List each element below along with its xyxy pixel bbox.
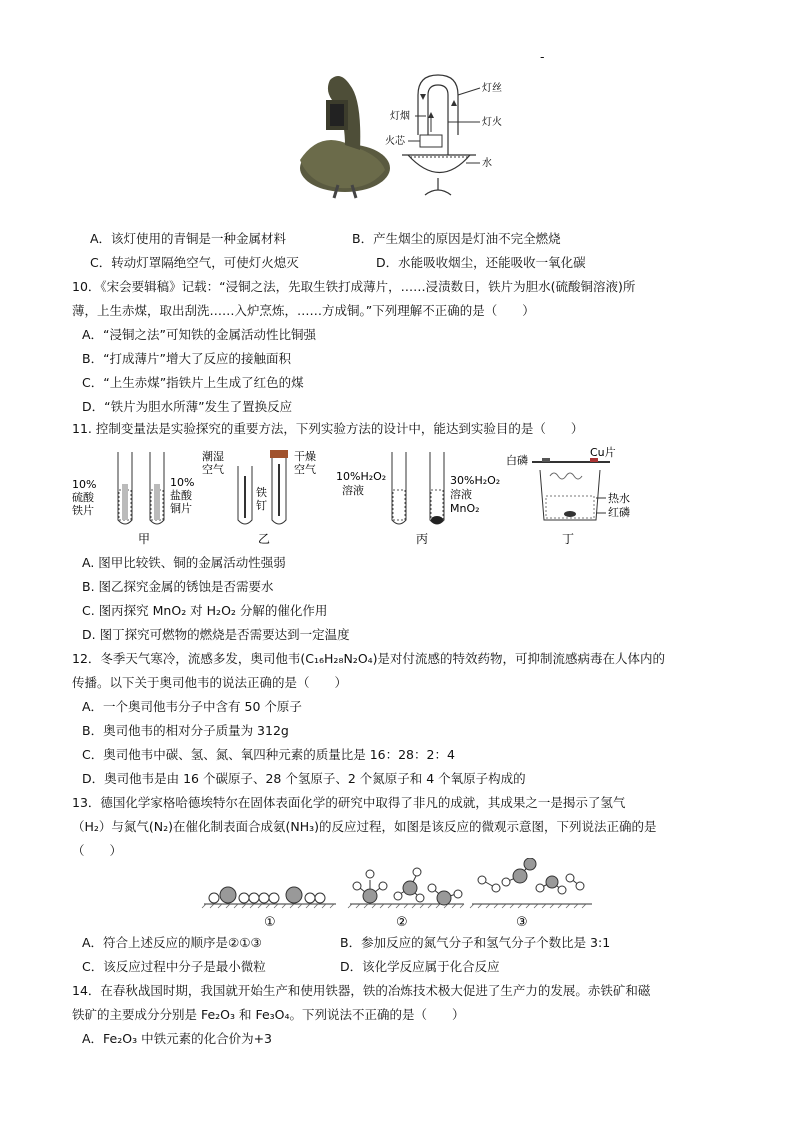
q11-option-a: A. 图甲比较铁、铜的金属活动性强弱 <box>82 555 286 570</box>
q9-option-c: C．转动灯罩隔绝空气，可使灯火熄灭 <box>90 255 299 270</box>
q14-stem-line2: 铁矿的主要成分分别是 Fe₂O₃ 和 Fe₃O₄。下列说法不正确的是（ ） <box>72 1007 465 1022</box>
ding-red: 红磷 <box>608 506 630 519</box>
yi-wet-a: 潮湿 <box>202 450 224 463</box>
q11-option-c: C. 图丙探究 MnO₂ 对 H₂O₂ 分解的催化作用 <box>82 603 328 618</box>
q12-option-c: C．奥司他韦中碳、氢、氮、氧四种元素的质量比是 16：28：2：4 <box>82 747 455 762</box>
q12-stem-line1: 12．冬季天气寒冷，流感多发，奥司他韦(C₁₆H₂₈N₂O₄)是对付流感的特效药物，可抑制流感病毒在人体内的 <box>72 651 666 666</box>
q14-option-a: A．Fe₂O₃ 中铁元素的化合价为+3 <box>82 1031 273 1046</box>
jia-label1c: 铁片 <box>72 504 94 517</box>
q10-option-d: D．“铁片为胆水所薄”发生了置换反应 <box>82 399 293 414</box>
lamp-label-smoke: 灯烟 <box>390 111 410 122</box>
bing-l2c: MnO₂ <box>450 502 480 515</box>
ding-hot: 热水 <box>608 492 630 505</box>
yi-nail-a: 铁 <box>256 486 267 499</box>
q12-option-b: B．奥司他韦的相对分子质量为 312g <box>82 723 289 738</box>
jia-label2a: 10% <box>170 476 195 489</box>
q9-option-a: A．该灯使用的青铜是一种金属材料 <box>90 231 287 246</box>
bing-caption: 丙 <box>416 532 429 546</box>
q10-stem-line1: 10．《宋会要辑稿》记载：“浸铜之法，先取生铁打成薄片，……浸渍数日，铁片为胆水(硫酸铜溶液)所 <box>72 279 636 294</box>
jia-label2b: 盐酸 <box>170 489 192 502</box>
q12-option-a: A．一个奥司他韦分子中含有 50 个原子 <box>82 699 302 714</box>
ding-white: 白磷 <box>506 454 528 467</box>
q13-option-d: D．该化学反应属于化合反应 <box>340 959 500 974</box>
q13-fig-label-1: ① <box>264 915 276 930</box>
q11-figure <box>70 446 690 550</box>
q10-option-b: B．“打成薄片”增大了反应的接触面积 <box>82 351 292 366</box>
q13-fig-label-2: ② <box>396 915 408 930</box>
bing-l2a: 30%H₂O₂ <box>450 474 501 487</box>
q13-figure <box>200 858 600 932</box>
q12-stem-line2: 传播。以下关于奥司他韦的说法正确的是（ ） <box>72 675 348 690</box>
figure-yi <box>202 449 316 546</box>
jia-label1b: 硫酸 <box>72 491 94 504</box>
q14-stem-line1: 14．在春秋战国时期，我国就开始生产和使用铁器，铁的冶炼技术极大促进了生产力的发展。赤铁矿和磁 <box>72 983 651 998</box>
ding-cu: Cu片 <box>590 446 616 459</box>
figure-jia <box>72 452 194 546</box>
yi-dry-b: 空气 <box>294 463 316 476</box>
lamp-label-water: 水 <box>482 158 492 169</box>
q10-option-c: C．“上生赤煤”指铁片上生成了红色的煤 <box>82 375 304 390</box>
q13-stem-line2: （H₂）与氮气(N₂)在催化制表面合成氨(NH₃)的反应过程，如图是该反应的微观示意图，下列说法正确的是 <box>72 819 657 834</box>
q9-option-d: D．水能吸收烟尘，还能吸收一氧化碳 <box>376 255 586 270</box>
q13-fig-label-3: ③ <box>516 915 528 930</box>
lamp-label-fire: 灯火 <box>482 117 502 128</box>
jia-caption: 甲 <box>138 532 151 546</box>
q11-stem: 11. 控制变量法是实验探究的重要方法，下列实验方法的设计中，能达到实验目的是（ ） <box>72 421 584 436</box>
q13-option-b: B．参加反应的氮气分子和氢气分子个数比是 3:1 <box>340 935 611 950</box>
q10-stem-line2: 薄，上生赤煤，取出刮洗……入炉烹炼，……方成铜。”下列理解不正确的是（ ） <box>72 303 535 318</box>
bing-l2b: 溶液 <box>450 488 472 501</box>
yi-dry-a: 干燥 <box>294 450 316 463</box>
top-mark: - <box>540 49 545 64</box>
q13-option-c: C．该反应过程中分子是最小微粒 <box>82 959 266 974</box>
jia-label2c: 铜片 <box>170 502 192 515</box>
q13-stem-line1: 13．德国化学家格哈德埃特尔在固体表面化学的研究中取得了非凡的成就，其成果之一是揭示了氢气 <box>72 795 626 810</box>
q11-option-d: D. 图丁探究可燃物的燃烧是否需要达到一定温度 <box>82 627 350 642</box>
lamp-figure <box>290 60 520 200</box>
yi-caption: 乙 <box>258 532 271 546</box>
q12-option-d: D．奥司他韦是由 16 个碳原子、28 个氢原子、2 个氮原子和 4 个氧原子构成的 <box>82 771 526 786</box>
lamp-label-wickline: 灯丝 <box>482 83 502 94</box>
bronze-lamp-photo <box>290 60 520 200</box>
jia-label1a: 10% <box>72 478 97 491</box>
yi-wet-b: 空气 <box>202 463 224 476</box>
ding-caption: 丁 <box>562 532 575 546</box>
q11-option-b: B. 图乙探究金属的锈蚀是否需要水 <box>82 579 274 594</box>
figure-bing <box>336 452 500 546</box>
bing-l1a: 10%H₂O₂ <box>336 470 387 483</box>
bing-l1b: 溶液 <box>342 484 364 497</box>
figure-ding <box>506 446 630 546</box>
q9-option-b: B．产生烟尘的原因是灯油不完全燃烧 <box>352 231 561 246</box>
yi-nail-b: 钉 <box>256 499 267 512</box>
q13-stem-line3: （ ） <box>72 843 123 858</box>
lamp-label-wick: 火芯 <box>385 136 405 147</box>
q13-option-a: A．符合上述反应的顺序是②①③ <box>82 935 262 950</box>
q10-option-a: A．“浸铜之法”可知铁的金属活动性比铜强 <box>82 327 317 342</box>
